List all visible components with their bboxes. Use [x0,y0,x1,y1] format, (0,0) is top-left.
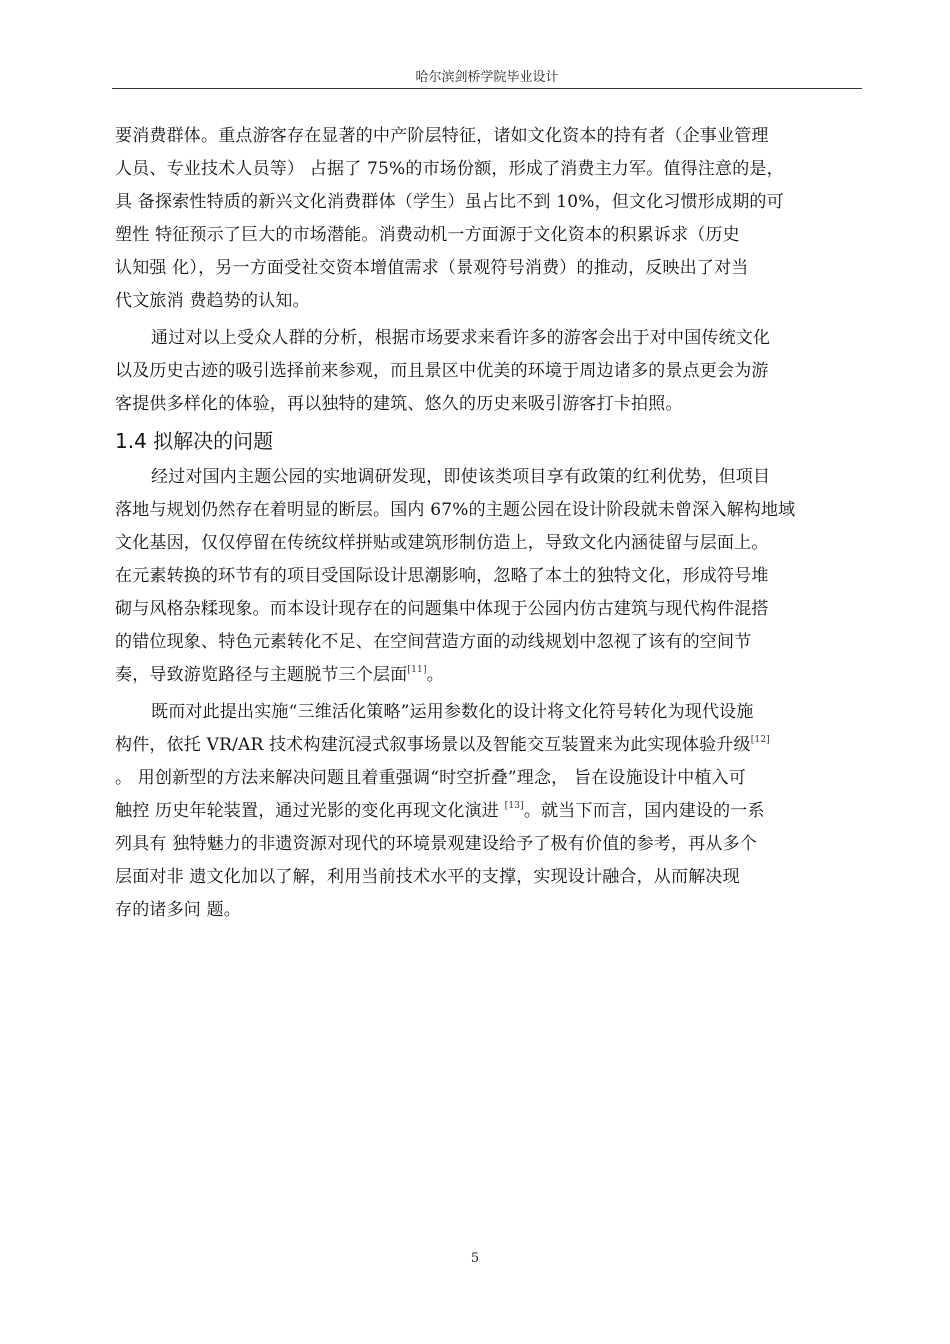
text-line: 文化基因，仅仅停留在传统纹样拼贴或建筑形制仿造上，导致文化内涵徒留与层面上。 [115,533,769,553]
page-header: 哈尔滨剑桥学院毕业设计 [415,70,559,85]
text-line: 以及历史古迹的吸引选择前来参观，而且景区中优美的环境于周边诸多的景点更会为游 [115,361,769,381]
text-line: 的错位现象、特色元素转化不足、在空间营造方面的动线规划中忽视了该有的空间节 [115,632,752,652]
text-line: 砌与风格杂糅现象。而本设计现存在的问题集中体现于公园内仿古建筑与现代构件混搭 [115,599,769,619]
text-line: 层面对非 遗文化加以了解，利用当前技术水平的支撑，实现设计融合，从而解决现 [115,867,740,887]
citation-11: [11] [407,665,427,675]
paragraph-audience-analysis [115,322,861,421]
text-line: 要消费群体。重点游客存在显著的中产阶层特征，诸如文化资本的持有者（企事业管理 [115,126,769,146]
text-line: 认知强 化），另一方面受社交资本增值需求（景观符号消费）的推动，反映出了对当 [115,258,749,278]
text-fragment: 触控 历史年轮装置，通过光影的变化再现文化演进 [115,801,505,821]
text-line: 具 备探索性特质的新兴文化消费群体（学生）虽占比不到 10%，但文化习惯形成期的可 [115,192,784,212]
text-line: 经过对国内主题公园的实地调研发现，即使该类项目享有政策的红利优势，但项目 [151,467,771,487]
text-fragment: 。就当下而言，国内建设的一系 [523,801,765,821]
text-line: 列具有 独特魅力的非遗资源对现代的环境景观建设给予了极有价值的参考，再从多个 [115,834,758,854]
paragraph-consumer-groups [115,120,861,318]
text-line: 通过对以上受众人群的分析，根据市场要求来看许多的游客会出于对中国传统文化 [151,328,771,348]
text-line: 人员、专业技术人员等） 占据了 75%的市场份额，形成了消费主力军。值得注意的是， [115,159,784,179]
text-line [115,729,861,762]
document-body [115,120,861,927]
text-line [115,659,861,692]
text-line: 代文旅消 费趋势的认知。 [115,291,310,311]
section-heading: 1.4 拟解决的问题 [115,429,274,453]
text-line: 塑性 特征预示了巨大的市场潜能。消费动机一方面源于文化资本的积累诉求（历史 [115,225,740,245]
citation-13: [13] [504,801,524,811]
text-line: 落地与规划仍然存在着明显的断层。国内 67%的主题公园在设计阶段就未曾深入解构地域 [115,500,796,520]
page-number: 5 [470,1251,480,1266]
text-line: 客提供多样化的体验，再以独特的建筑、悠久的历史来吸引游客打卡拍照。 [115,394,683,414]
header-divider [112,88,862,89]
text-fragment: 。 [426,665,444,685]
text-line: 。 用创新型的方法来解决问题且着重强调“时空折叠”理念， 旨在设施设计中植入可 [115,768,746,788]
text-line: 既而对此提出实施“三维活化策略”运用参数化的设计将文化符号转化为现代设施 [151,702,754,722]
paragraph-strategy [115,696,861,927]
text-fragment: 奏，导致游览路径与主题脱节三个层面 [115,665,408,685]
text-line: 存的诸多问 题。 [115,900,242,920]
citation-12: [12] [750,735,770,745]
text-fragment: 构件，依托 VR/AR 技术构建沉浸式叙事场景以及智能交互装置来为此实现体验升级 [115,735,751,755]
text-line: 在元素转换的环节有的项目受国际设计思潮影响，忽略了本土的独特文化，形成符号堆 [115,566,769,586]
paragraph-problems [115,461,861,692]
text-line [115,795,861,828]
